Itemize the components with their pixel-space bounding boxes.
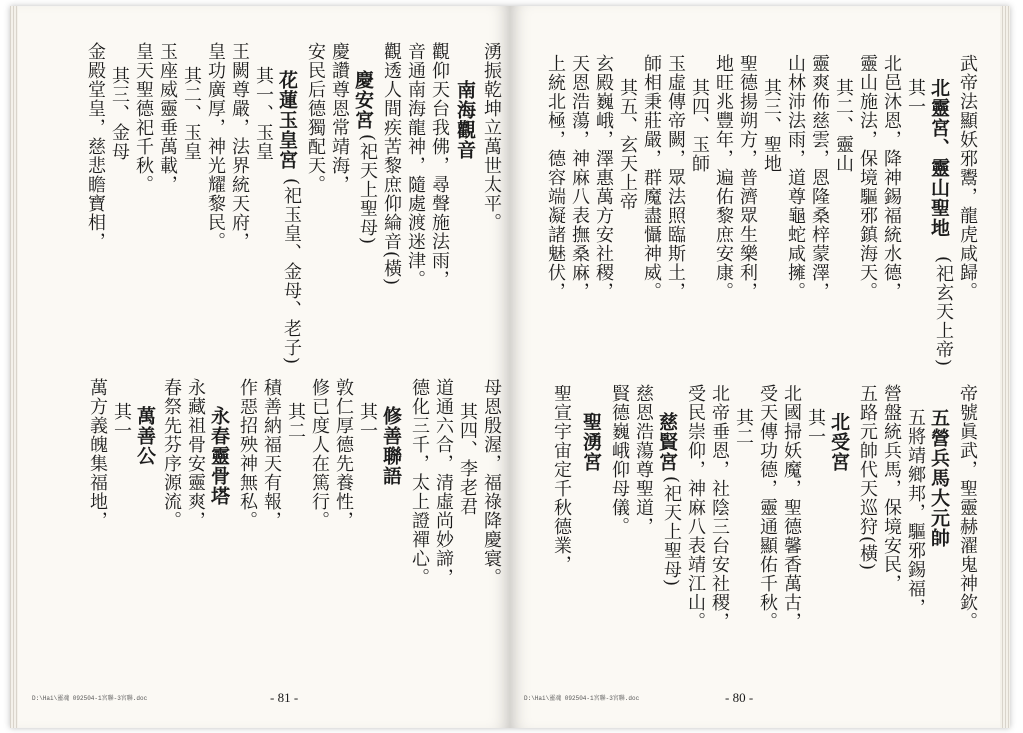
page-number: - 80 - xyxy=(725,690,754,705)
page-number: - 81 - xyxy=(270,690,299,705)
text-column: 音通南海龍神，隨處渡迷津。 xyxy=(405,42,426,289)
section-heading: 萬善公 xyxy=(134,406,156,466)
section-heading: 慶安宮 xyxy=(352,70,374,130)
text-column: 皇天聖德祀千秋。 xyxy=(133,42,154,194)
text-column: 玉座威靈垂萬載， xyxy=(157,42,178,194)
text-column: 慈恩浩蕩尊聖道， xyxy=(633,384,654,536)
open-book xyxy=(10,6,1010,728)
text-column: 山林沛法雨，道尊龜蛇咸擁。 xyxy=(785,54,806,301)
text-column: 天恩浩蕩，神麻八表撫桑麻， xyxy=(569,54,590,301)
text-column: 聖宣宇宙定千秋德業， xyxy=(551,384,572,574)
text-column: 其一、玉皇 xyxy=(253,66,274,161)
heading-note: (祀玉皇、金母、老子) xyxy=(281,178,302,366)
section-heading: 五營兵馬大元帥 xyxy=(928,408,950,548)
text-column: 五將靖鄉邦，驅邪錫福， xyxy=(905,408,926,617)
text-column: 靈山施法，保境驅邪鎮海天。 xyxy=(857,54,878,301)
text-column: 北帝垂恩，社陰三台安社稷， xyxy=(709,384,730,631)
text-column: 德化三千，太上證禪心。 xyxy=(409,378,430,587)
text-column: 作惡招殃神無私。 xyxy=(237,378,258,530)
text-column: 上統北極，德容端凝諸魅伏， xyxy=(545,54,566,301)
text-column: 受天傳功德，靈通顯佑千秋。 xyxy=(757,384,778,631)
text-column: 地旺兆豐年，遍佑黎庶安康。 xyxy=(713,54,734,301)
text-column: 其二 xyxy=(733,408,754,446)
section-heading: 北靈宮、靈山聖地 xyxy=(928,78,950,238)
text-column: 敦仁厚德先養性， xyxy=(333,378,354,530)
text-column: 賢德巍峨仰母儀。 xyxy=(609,384,630,536)
file-path: D:\Hai\靈魂 092504-1宮聯-3宮聯.doc xyxy=(524,695,640,702)
text-column: 北邑沐恩，降神錫福統水德， xyxy=(881,54,902,301)
text-column: 其二、靈山 xyxy=(833,78,854,173)
text-column: 積善納福天有報， xyxy=(261,378,282,530)
section-heading: 慈賢宮 xyxy=(656,412,678,472)
file-path: D:\Hai\靈魂 092504-1宮聯-3宮聯.doc xyxy=(32,695,148,702)
heading-note: (祀玄天上帝) xyxy=(933,256,954,368)
text-column: 其四、李老君 xyxy=(457,402,478,516)
text-column: 玄殿巍峨，澤惠萬方安社稷， xyxy=(593,54,614,301)
text-column: 金殿堂皇，慈悲瞻寶相， xyxy=(85,42,106,251)
text-column: 觀透人間疾苦黎庶仰綸音(橫) xyxy=(381,42,402,287)
text-column: 北國掃妖魔，聖德馨香萬古， xyxy=(781,384,802,631)
text-column: 湧振乾坤立萬世太平。 xyxy=(481,42,502,232)
text-column: 受民崇仰，神麻八表靖江山。 xyxy=(685,384,706,631)
heading-note: (祀天上聖母) xyxy=(357,134,378,246)
text-column: 皇功廣厚，神光耀黎民。 xyxy=(205,42,226,251)
text-column: 修已度人在篤行。 xyxy=(309,378,330,530)
section-heading: 修善聯語 xyxy=(380,406,402,486)
section-heading: 永春靈骨塔 xyxy=(208,406,230,506)
text-column: 靈爽佈慈雲，恩隆桑梓蒙澤， xyxy=(809,54,830,301)
text-column: 慶讚尊恩常靖海， xyxy=(329,42,350,194)
text-column: 其一 xyxy=(805,408,826,446)
text-column: 永藏祖骨安靈爽， xyxy=(185,378,206,530)
text-column: 春祭先芬序源流。 xyxy=(161,378,182,530)
text-column: 觀仰天台我佛，尋聲施法雨， xyxy=(429,42,450,289)
text-column: 聖德揚朔方，普濟眾生樂利， xyxy=(737,54,758,301)
text-column: 其二 xyxy=(285,402,306,440)
text-column: 其三、金母 xyxy=(109,66,130,161)
text-column: 武帝法顯妖邪鬻，龍虎咸歸。 xyxy=(957,54,978,301)
right-page xyxy=(510,6,1010,728)
text-column: 帝號眞武，聖靈赫濯鬼神欽。 xyxy=(957,384,978,631)
text-column: 其一 xyxy=(111,402,132,440)
section-heading: 南海觀音 xyxy=(454,80,476,160)
text-column: 五路元帥代天巡狩(橫) xyxy=(857,384,878,572)
text-column: 其二、玉皇 xyxy=(181,66,202,161)
text-column: 母恩殷渥，福祿降慶寰。 xyxy=(481,378,502,587)
text-column: 萬方義魄集福地， xyxy=(87,378,108,530)
text-column: 其三、聖地 xyxy=(761,78,782,173)
text-column: 師相秉莊嚴，群魔盡懾神威。 xyxy=(641,54,662,301)
text-column: 其四、玉師 xyxy=(689,78,710,173)
text-column: 王闕尊嚴，法界統天府， xyxy=(229,42,250,251)
section-heading: 聖湧宮 xyxy=(580,412,602,472)
text-column: 安民后德獨配天。 xyxy=(305,42,326,194)
text-column: 其五、玄天上帝 xyxy=(617,78,638,211)
heading-note: (祀天上聖母) xyxy=(661,476,682,588)
text-column: 其一 xyxy=(357,402,378,440)
text-column: 玉虛傳帝闕，眾法照臨斯土， xyxy=(665,54,686,301)
text-column: 道通六合，清虛尚妙諦， xyxy=(433,378,454,587)
text-column: 營盤統兵馬，保境安民， xyxy=(881,384,902,593)
section-heading: 花蓮玉皇宮 xyxy=(276,70,298,170)
page-edge xyxy=(10,6,18,728)
page-edge xyxy=(1000,6,1010,728)
text-column: 其一 xyxy=(905,78,926,116)
left-page xyxy=(10,6,510,728)
section-heading: 北受宮 xyxy=(828,412,850,472)
